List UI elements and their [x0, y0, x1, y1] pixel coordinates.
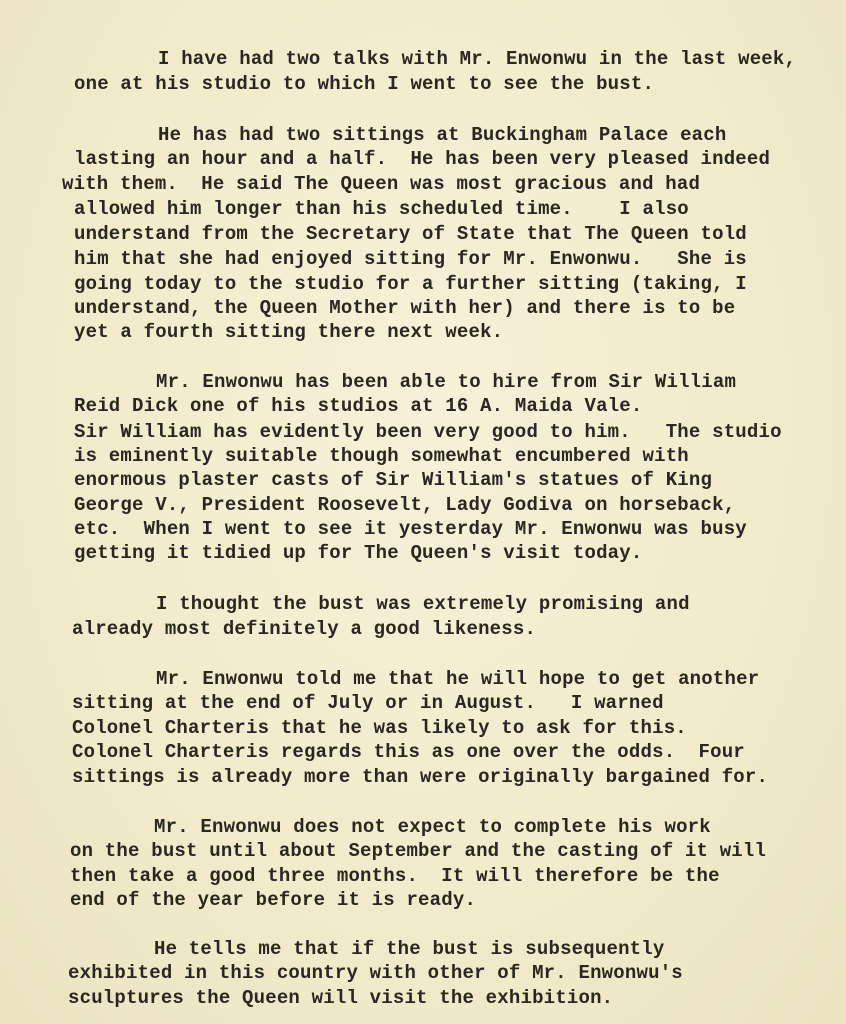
text-line: enormous plaster casts of Sir William's statues of King: [74, 469, 713, 491]
text-line: going today to the studio for a further sitting (taking, I: [74, 273, 747, 295]
text-line: on the bust until about September and the casting of it will: [70, 840, 767, 862]
text-line: one at his studio to which I went to see the bust.: [74, 73, 655, 95]
text-line: lasting an hour and a half. He has been very pleased indeed: [74, 148, 771, 170]
text-line: then take a good three months. It will therefore be the: [70, 865, 720, 887]
text-line: sittings is already more than were originally bargained for.: [72, 766, 769, 788]
text-line: is eminently suitable though somewhat encumbered with: [74, 445, 689, 467]
text-line: sculptures the Queen will visit the exhibition.: [68, 987, 614, 1009]
text-line: Reid Dick one of his studios at 16 A. Maida Vale.: [74, 395, 643, 417]
text-line: Colonel Charteris regards this as one over the odds. Four: [72, 741, 745, 763]
text-line: understand, the Queen Mother with her) and there is to be: [74, 297, 736, 319]
text-line: Colonel Charteris that he was likely to ask for this.: [72, 717, 687, 739]
text-line: with them. He said The Queen was most gracious and had: [62, 173, 701, 195]
text-line: He has had two sittings at Buckingham Palace each: [158, 124, 727, 146]
text-line: understand from the Secretary of State that The Queen told: [74, 223, 747, 245]
text-line: He tells me that if the bust is subsequently: [154, 938, 665, 960]
text-line: exhibited in this country with other of Mr. Enwonwu's: [68, 962, 683, 984]
text-line: etc. When I went to see it yesterday Mr. Enwonwu was busy: [74, 518, 747, 540]
text-line: Mr. Enwonwu does not expect to complete his work: [154, 816, 711, 838]
text-line: already most definitely a good likeness.: [72, 618, 537, 640]
text-line: I have had two talks with Mr. Enwonwu in the last week,: [158, 48, 797, 70]
text-line: getting it tidied up for The Queen's visit today.: [74, 542, 643, 564]
text-line: yet a fourth sitting there next week.: [74, 321, 504, 343]
text-line: Mr. Enwonwu told me that he will hope to get another: [156, 668, 760, 690]
text-line: sitting at the end of July or in August. I warned: [72, 692, 664, 714]
text-line: allowed him longer than his scheduled time. I also: [74, 198, 689, 220]
text-line: Mr. Enwonwu has been able to hire from Sir William: [156, 371, 737, 393]
text-line: I thought the bust was extremely promising and: [156, 593, 690, 615]
text-line: Sir William has evidently been very good to him. The studio: [74, 421, 782, 443]
text-line: him that she had enjoyed sitting for Mr. Enwonwu. She is: [74, 248, 747, 270]
text-line: end of the year before it is ready.: [70, 889, 477, 911]
text-line: George V., President Roosevelt, Lady Godiva on horseback,: [74, 494, 736, 516]
